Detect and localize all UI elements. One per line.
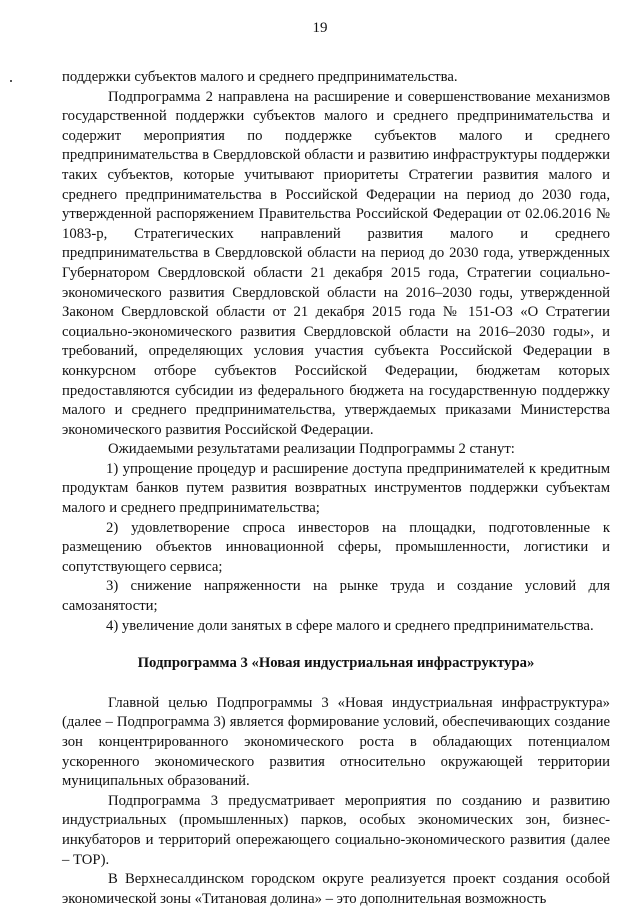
list-item: 1) упрощение процедур и расширение доступа предпринимателей к кредитным продуктам банков путем развития возвратных инструментов поддержки субъектам малого и среднего предпринимательства; [62,460,610,517]
margin-mark [10,80,12,82]
list-item: 4) увеличение доли занятых в сфере малого и среднего предпринимательства. [106,617,594,634]
paragraph: Подпрограмма 2 направлена на расширение и совершенствование механизмов государственной поддержки субъектов малого и среднего предпринимательства и содержит мероприятия по поддержке субъектов малого и среднего предпринимательства в Свердловской области и развитию инфраструктуры поддержки таких субъектов, которые учитывают приоритеты Стратегии развития малого и среднего предпринимательства в Российской Федерации на период до 2030 года, утвержденной распоряжением Правительства Российской Федерации от 02.06.2016 № 1083-р, Стратегических направлений развития малого и среднего предпринимательства в Свердловской области на период до 2030 года, утвержденных Губернатором Свердловской области 21 декабря 2015 года, Стратегии социально-экономического развития Свердловской области на 2016–2030 годы, утвержденной Законом Свердловской области от 21 декабря 2015 года № 151-ОЗ «О Стратегии социально-экономического развития Свердловской области на 2016–2030 годы», и требований, определяющих условия участия субъекта Российской Федерации в конкурсном отборе субъектов Российской Федерации, бюджетам которых предоставляются субсидии из федерального бюджета на государственную поддержку малого и среднего предпринимательства, утверждаемых приказами Министерства экономического развития Российской Федерации. [62,88,610,438]
paragraph: Ожидаемыми результатами реализации Подпрограммы 2 станут: [108,441,515,458]
paragraph: В Верхнесалдинском городском округе реализуется проект создания особой экономической зоны «Титановая долина» – это дополнительная возможность [62,871,610,907]
paragraph: поддержки субъектов малого и среднего предпринимательства. [62,69,458,85]
paragraph: Главной целью Подпрограммы 3 «Новая индустриальная инфраструктура» (далее – Подпрограмма 3) является формирование условий, обеспечивающих создание зон концентрированного экономического роста в обладающих потенциалом ускоренного экономического развития относительно окружающей территории муниципальных образований. [62,694,610,790]
page-number: 19 [312,20,328,36]
list-item: 3) снижение напряженности на рынке труда и создание условий для самозанятости; [62,578,610,615]
document-body [62,68,610,909]
paragraph: Подпрограмма 3 предусматривает мероприятия по созданию и развитию индустриальных (промышленных) парков, особых экономических зон, бизнес-инкубаторов и территорий опережающего социально-экономического развития (далее – ТОР). [62,792,610,868]
section-heading: Подпрограмма 3 «Новая индустриальная инфраструктура» [137,655,535,672]
list-item: 2) удовлетворение спроса инвесторов на площадки, подготовленные к размещению объектов инновационной сферы, промышленности, логистики и сопутствующего сервиса; [62,519,610,575]
